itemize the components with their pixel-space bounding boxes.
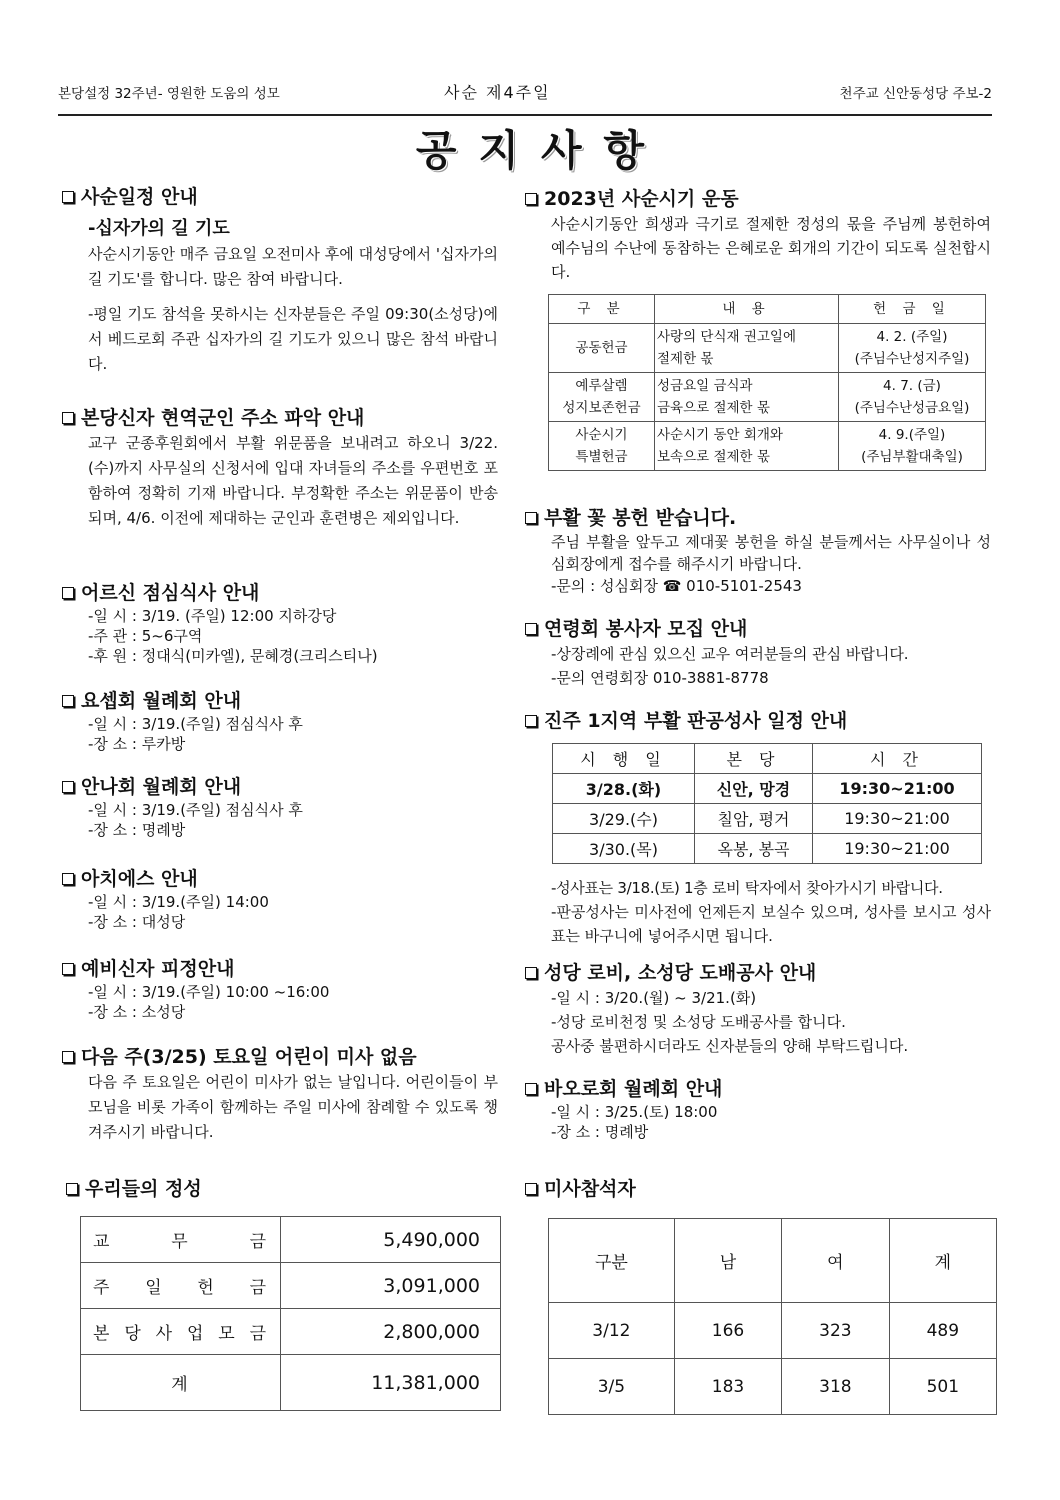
s3-title: 어르신 점심식사 안내 [81,582,260,604]
lent-cell [655,324,839,373]
page-header [58,80,992,104]
lent-cell-line: 4. 2. (주일) [876,329,948,345]
checkbox-square-icon [525,715,537,727]
attendance-cell: 3/12 [549,1303,675,1359]
offering-label: 주 일 헌 금 [81,1263,281,1309]
s9-title: 우리들의 정성 [85,1178,202,1200]
lent-row [549,324,986,373]
r1-paragraph: 사순시기동안 희생과 극기로 절제한 정성의 몫을 주님께 봉헌하여 예수님의 수난에 동참하는 은혜로운 회개의 기간이 되도록 실천합시다. [551,215,991,281]
attendance-cell: 323 [782,1303,889,1359]
checkbox-square-icon [525,1183,537,1195]
s8-title: 다음 주(3/25) 토요일 어린이 미사 없음 [81,1046,417,1068]
confession-row [553,774,982,804]
attendance-header-4: 계 [889,1219,996,1303]
offering-amount: 3,091,000 [281,1263,501,1309]
s5-line-1: -일 시 : 3/19.(주일) 점심식사 후 [88,801,303,819]
page-title: 공지사항 [415,126,667,175]
lent-cell-line: 예루살렘 [575,378,628,394]
lent-cell-line: 특별헌금 [575,449,628,465]
checkbox-square-icon [525,512,537,524]
offering-label: 계 [81,1355,281,1411]
s6-section [62,866,498,932]
offering-table [80,1216,501,1411]
s7-title: 예비신자 피정안내 [81,958,235,980]
r6-line-2: -장 소 : 명례방 [551,1123,649,1141]
s4-section [62,688,498,754]
lent-row [549,422,986,471]
r2-title: 부활 꽃 봉헌 받습니다. [544,507,737,529]
lent-cell-line: (주님수난성지주일) [854,351,970,367]
offering-label: 교 무 금 [81,1217,281,1263]
r4-paragraph: -판공성사는 미사전에 언제든지 보실수 있으며, 성사를 보시고 성사표는 바구니에 넣어주시면 됩니다. [551,903,991,945]
s4-line-2: -장 소 : 루카방 [88,735,186,753]
attendance-row [549,1303,997,1359]
lent-cell-line: 사순시기 [575,427,628,443]
r3-line-2: -문의 연령회장 010-3881-8778 [551,669,769,687]
checkbox-square-icon [62,1051,74,1063]
s7-line-1: -일 시 : 3/19.(주일) 10:00 ~16:00 [88,983,330,1001]
lent-cell-line: 4. 9.(주일) [878,427,946,443]
s3-section [62,580,498,666]
s6-line-2: -장 소 : 대성당 [88,913,186,931]
confession-row [553,804,982,834]
r5-section [525,960,991,1058]
s1-paragraph-1: 사순시기동안 매주 금요일 오전미사 후에 대성당에서 '십자가의 길 기도'를 합니다. 많은 참여 바랍니다. [88,245,498,288]
checkbox-square-icon [62,587,74,599]
offering-row [81,1309,501,1355]
confession-header-3: 시 간 [813,744,982,774]
attendance-cell: 489 [889,1303,996,1359]
checkbox-square-icon [525,967,537,979]
attendance-cell: 3/5 [549,1359,675,1415]
s7-section [62,956,498,1022]
confession-cell: 옥봉, 봉곡 [695,834,813,864]
r4-title: 진주 1지역 부활 판공성사 일정 안내 [544,710,848,732]
checkbox-square-icon [62,695,74,707]
attendance-table [548,1218,997,1415]
r5-line-3: 공사중 불편하시더라도 신자분들의 양해 부탁드립니다. [551,1037,909,1055]
r7-title: 미사참석자 [544,1178,636,1200]
attendance-header-3: 여 [782,1219,889,1303]
r2-paragraph: 주님 부활을 앞두고 제대꽃 봉헌을 하실 분들께서는 사무실이나 성심회장에게 접수를 해주시기 바랍니다. [551,533,991,573]
checkbox-square-icon [525,1083,537,1095]
lent-cell-line: 보속으로 절제한 몫 [657,449,770,465]
header-rule [58,114,992,116]
confession-header-2: 본 당 [695,744,813,774]
r1-title: 2023년 사순시기 운동 [544,188,739,210]
s1-title: 사순일정 안내 [81,186,198,208]
r1-section [525,186,991,284]
lent-cell [839,373,986,422]
lent-cell [655,422,839,471]
s6-line-1: -일 시 : 3/19.(주일) 14:00 [88,893,269,911]
s4-title: 요셉회 월례회 안내 [81,690,242,712]
attendance-cell: 501 [889,1359,996,1415]
lent-cell-line: 사랑의 단식재 권고일에 [657,329,796,345]
lent-cell [655,373,839,422]
r4-notes [525,876,991,948]
checkbox-square-icon [66,1183,78,1195]
lent-header-1: 구 분 [549,295,655,324]
r5-title: 성당 로비, 소성당 도배공사 안내 [544,962,817,984]
attendance-header-2: 남 [674,1219,781,1303]
offering-row [81,1355,501,1411]
r3-title: 연령회 봉사자 모집 안내 [544,618,748,640]
lent-cell-line: 공동헌금 [575,340,628,356]
attendance-row [549,1359,997,1415]
lent-cell [549,422,655,471]
r3-section [525,616,991,690]
r4-line-1: -성사표는 3/18.(토) 1층 로비 탁자에서 찾아가시기 바랍니다. [551,879,943,897]
confession-cell: 19:30~21:00 [813,774,982,804]
r3-line-1: -상장례에 관심 있으신 교우 여러분들의 관심 바랍니다. [551,645,909,663]
checkbox-square-icon [62,781,74,793]
offering-amount: 2,800,000 [281,1309,501,1355]
s2-title: 본당신자 현역군인 주소 파악 안내 [81,407,365,429]
lent-cell [549,373,655,422]
lent-cell [549,324,655,373]
lent-cell [839,324,986,373]
lent-cell-line: 4. 7. (금) [883,378,941,394]
header-right: 천주교 신안동성당 주보-2 [839,86,992,102]
lent-offering-table [548,294,986,471]
attendance-cell: 166 [674,1303,781,1359]
attendance-header-1: 구분 [549,1219,675,1303]
confession-cell: 19:30~21:00 [813,804,982,834]
confession-cell: 칠암, 평거 [695,804,813,834]
s8-paragraph: 다음 주 토요일은 어린이 미사가 없는 날입니다. 어린이들이 부모님을 비롯 가족이 함께하는 주일 미사에 참례할 수 있도록 챙겨주시기 바랍니다. [88,1073,498,1141]
r2-section [525,505,991,597]
lent-cell-line: (주님부활대축일) [861,449,963,465]
lent-row [549,373,986,422]
s4-line-1: -일 시 : 3/19.(주일) 점심식사 후 [88,715,303,733]
offering-row [81,1263,501,1309]
checkbox-square-icon [62,191,74,203]
lent-cell-line: 사순시기 동안 회개와 [657,427,783,443]
confession-header-1: 시 행 일 [553,744,695,774]
lent-cell-line: 성금요일 금식과 [657,378,753,394]
r2-line-1: -문의 : 성심회장 ☎ 010-5101-2543 [551,577,802,595]
r6-title: 바오로회 월례회 안내 [544,1078,723,1100]
lent-cell-line: 성지보존헌금 [562,400,641,416]
offering-amount: 5,490,000 [281,1217,501,1263]
r7-section [525,1176,991,1202]
s6-title: 아치에스 안내 [81,868,198,890]
lent-cell [839,422,986,471]
lent-cell-line: (주님수난성금요일) [854,400,970,416]
confession-row [553,834,982,864]
s2-section [62,405,498,531]
confession-cell: 3/28.(화) [553,774,695,804]
confession-schedule-table [552,743,982,864]
lent-header-3: 헌 금 일 [839,295,986,324]
s3-line-2: -주 관 : 5~6구역 [88,627,203,645]
s3-line-3: -후 원 : 정대식(미카엘), 문혜경(크리스티나) [88,647,378,665]
header-center: 사순 제4주일 [444,83,551,102]
offering-label: 본 당 사 업 모 금 [81,1309,281,1355]
offering-row [81,1217,501,1263]
attendance-cell: 318 [782,1359,889,1415]
s9-section [66,1176,502,1202]
s1-subtitle: -십자가의 길 기도 [88,218,230,239]
r5-line-1: -일 시 : 3/20.(월) ~ 3/21.(화) [551,989,757,1007]
lent-cell-line: 금육으로 절제한 몫 [657,400,770,416]
s2-paragraph: 교구 군종후원회에서 부활 위문품을 보내려고 하오니 3/22.(수)까지 사무실의 신청서에 입대 자녀들의 주소를 우편번호 포함하여 정확히 기재 바랍니다. 부정확한 주소는 위문품이 반송되며, 4/6. 이전에 제대하는 군인과 훈련병은 제외입니다. [88,434,498,527]
offering-amount: 11,381,000 [281,1355,501,1411]
confession-cell: 19:30~21:00 [813,834,982,864]
header-left: 본당설정 32주년- 영원한 도움의 성모 [58,86,280,102]
s8-section [62,1044,498,1145]
confession-cell: 3/29.(수) [553,804,695,834]
lent-cell-line: 절제한 몫 [657,351,714,367]
checkbox-square-icon [62,412,74,424]
s5-line-2: -장 소 : 명례방 [88,821,186,839]
confession-cell: 신안, 망경 [695,774,813,804]
checkbox-square-icon [62,963,74,975]
checkbox-square-icon [62,873,74,885]
checkbox-square-icon [525,623,537,635]
s1-paragraph-2: -평일 기도 참석을 못하시는 신자분들은 주일 09:30(소성당)에서 베드로회 주관 십자가의 길 기도가 있으니 많은 참석 바랍니다. [88,305,498,373]
confession-cell: 3/30.(목) [553,834,695,864]
s1-section [62,184,498,377]
checkbox-square-icon [525,193,537,205]
s7-line-2: -장 소 : 소성당 [88,1003,186,1021]
s3-line-1: -일 시 : 3/19. (주일) 12:00 지하강당 [88,607,337,625]
r4-section [525,708,991,734]
s5-section [62,774,498,840]
r6-line-1: -일 시 : 3/25.(토) 18:00 [551,1103,718,1121]
attendance-cell: 183 [674,1359,781,1415]
r6-section [525,1076,991,1142]
r5-line-2: -성당 로비천정 및 소성당 도배공사를 합니다. [551,1013,846,1031]
s5-title: 안나회 월례회 안내 [81,776,242,798]
lent-header-2: 내 용 [655,295,839,324]
